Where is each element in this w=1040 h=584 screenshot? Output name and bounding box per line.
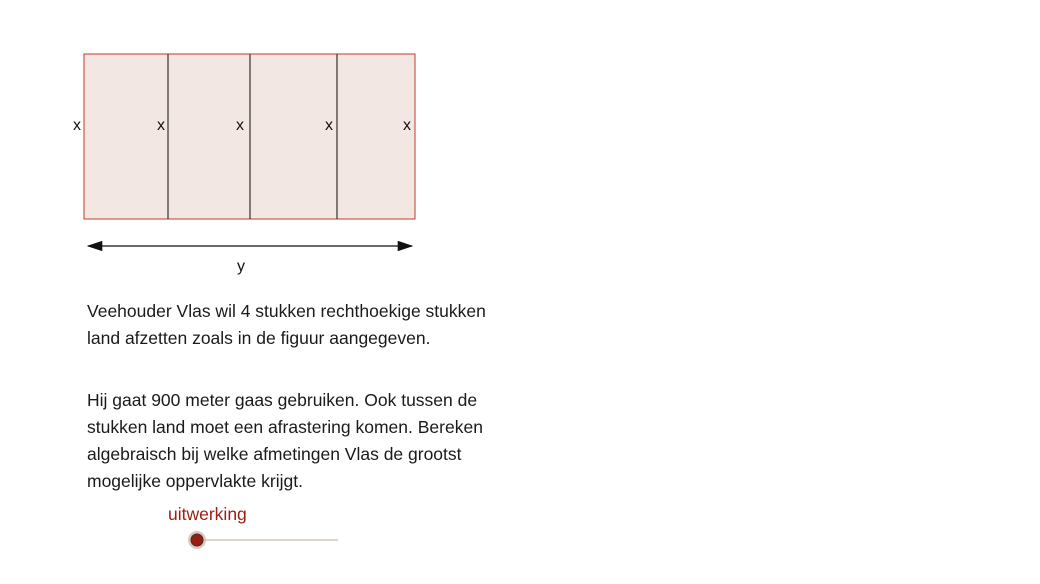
side-label-x: x <box>325 117 333 134</box>
slider-handle[interactable] <box>191 534 203 546</box>
slider-label: uitwerking <box>168 504 247 524</box>
side-label-x: x <box>73 117 81 134</box>
problem-paragraph-2: Hij gaat 900 meter gaas gebruiken. Ook tussen de stukken land moet een afrastering komen. Bereken algebraisch bij welke afmetingen Vlas de grootst mogelijke oppervlakte krijgt. <box>87 390 483 491</box>
side-label-x: x <box>157 117 165 134</box>
side-label-x: x <box>236 117 244 134</box>
side-label-x: x <box>403 117 411 134</box>
problem-paragraph-1: Veehouder Vlas wil 4 stukken rechthoekige stukken land afzetten zoals in de figuur aangegeven. <box>87 301 486 348</box>
width-label-y: y <box>237 258 245 275</box>
